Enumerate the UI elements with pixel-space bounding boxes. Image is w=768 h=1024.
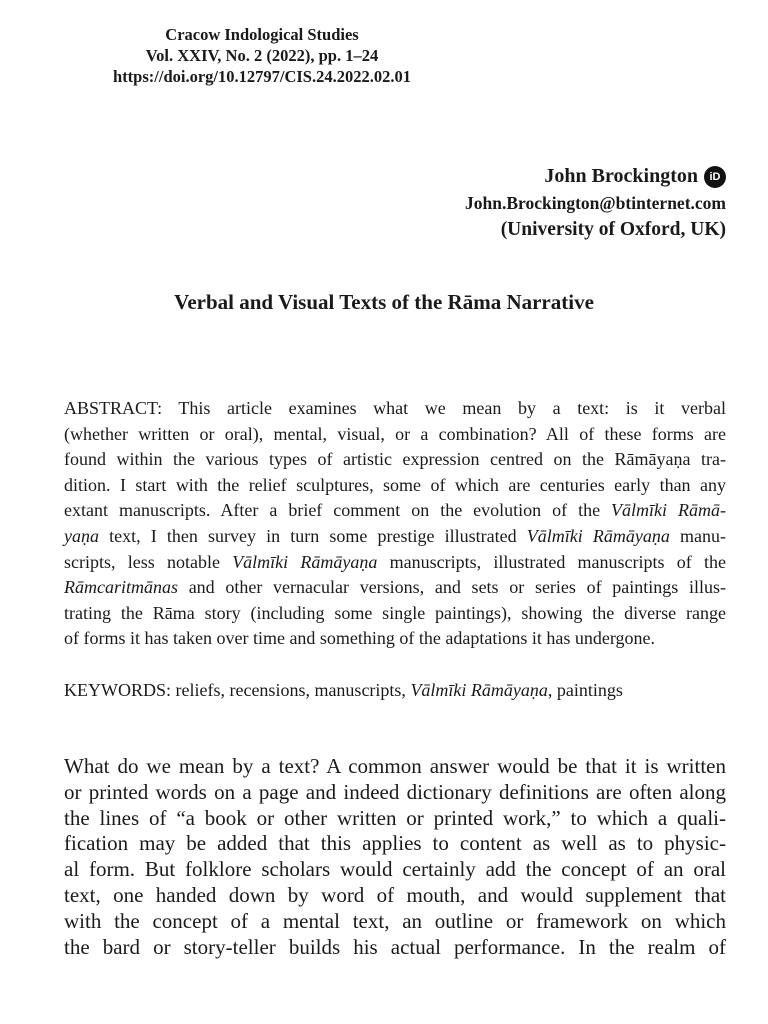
italic-text: Rāmcaritmānas — [64, 577, 178, 598]
abstract-line — [64, 422, 726, 448]
abstract-line — [64, 626, 726, 652]
author-name: John Brockington — [544, 165, 698, 187]
text-span: , paintings — [547, 680, 623, 700]
italic-text: yaṇa — [64, 525, 99, 546]
body-line: text, one handed down by word of mouth, and would supplement that — [64, 882, 726, 907]
orcid-icon[interactable]: iD — [704, 166, 726, 188]
text-span: of forms it has taken over time and something of the adaptations it has undergone. — [64, 628, 656, 649]
abstract-line — [64, 601, 726, 627]
volume-info: Vol. XXIV, No. 2 (2022), pp. 1–24 — [145, 46, 379, 65]
text-span: and other vernacular versions, and sets or series of paintings illus- — [178, 577, 726, 598]
text-span: KEYWORDS: reliefs, recensions, manuscripts, — [64, 680, 411, 700]
italic-text: Vālmīki Rāmāyaṇa — [526, 525, 670, 546]
abstract-line — [64, 473, 726, 499]
journal-header — [64, 24, 460, 87]
author-affiliation: (University of Oxford, UK) — [500, 219, 726, 240]
text-span: dition. I start with the relief sculptures, some of which are centuries early than any — [64, 474, 726, 495]
italic-text: Vālmīki Rāmāyaṇa — [232, 551, 378, 572]
body-line: fication may be added that this applies to content as well as to physic- — [64, 831, 726, 856]
abstract — [64, 396, 726, 652]
keywords — [64, 678, 726, 704]
author-block — [465, 162, 726, 244]
text-span: ABSTRACT: This article examines what we mean by a text: is it verbal — [64, 398, 726, 418]
body-line: al form. But folklore scholars would certainly add the concept of an oral — [64, 857, 726, 882]
text-span: (whether written or oral), mental, visual, or a combination? All of these forms are — [64, 423, 726, 444]
text-span: found within the various types of artistic expression centred on the Rāmāyaṇa tra- — [64, 449, 726, 470]
body-line: or printed words on a page and indeed dictionary definitions are often along — [64, 779, 726, 804]
italic-text: Vālmīki Rāmāyaṇa — [410, 680, 548, 700]
abstract-line — [64, 498, 726, 524]
body-line: the bard or story-teller builds his actual performance. In the realm of — [64, 934, 726, 959]
text-span: manu- — [669, 525, 726, 546]
body-line: the lines of “a book or other written or printed work,” to which a quali- — [64, 805, 726, 830]
abstract-line — [64, 575, 726, 601]
journal-name: Cracow Indological Studies — [165, 25, 359, 44]
text-span: manuscripts, illustrated manuscripts of the — [377, 551, 726, 572]
abstract-line — [64, 550, 726, 576]
text-span: text, I then survey in turn some prestige illustrated — [99, 525, 527, 546]
article-title: Verbal and Visual Texts of the Rāma Narrative — [174, 290, 594, 314]
abstract-line — [64, 524, 726, 550]
body-line: with the concept of a mental text, an outline or framework on which — [64, 908, 726, 933]
text-span: extant manuscripts. After a brief comment on the evolution of the — [64, 500, 612, 521]
abstract-line — [64, 447, 726, 473]
author-email[interactable]: John.Brockington@btinternet.com — [465, 193, 726, 213]
body-line: What do we mean by a text? A common answer would be that it is written — [64, 754, 726, 778]
body-text — [64, 754, 726, 960]
italic-text: Vālmīki Rāmā- — [611, 500, 726, 521]
abstract-line — [64, 396, 726, 422]
doi-link[interactable]: https://doi.org/10.12797/CIS.24.2022.02.01 — [113, 67, 411, 86]
text-span: trating the Rāma story (including some single paintings), showing the diverse range — [64, 602, 726, 623]
author-name-line — [465, 162, 726, 190]
text-span: scripts, less notable — [64, 551, 233, 572]
